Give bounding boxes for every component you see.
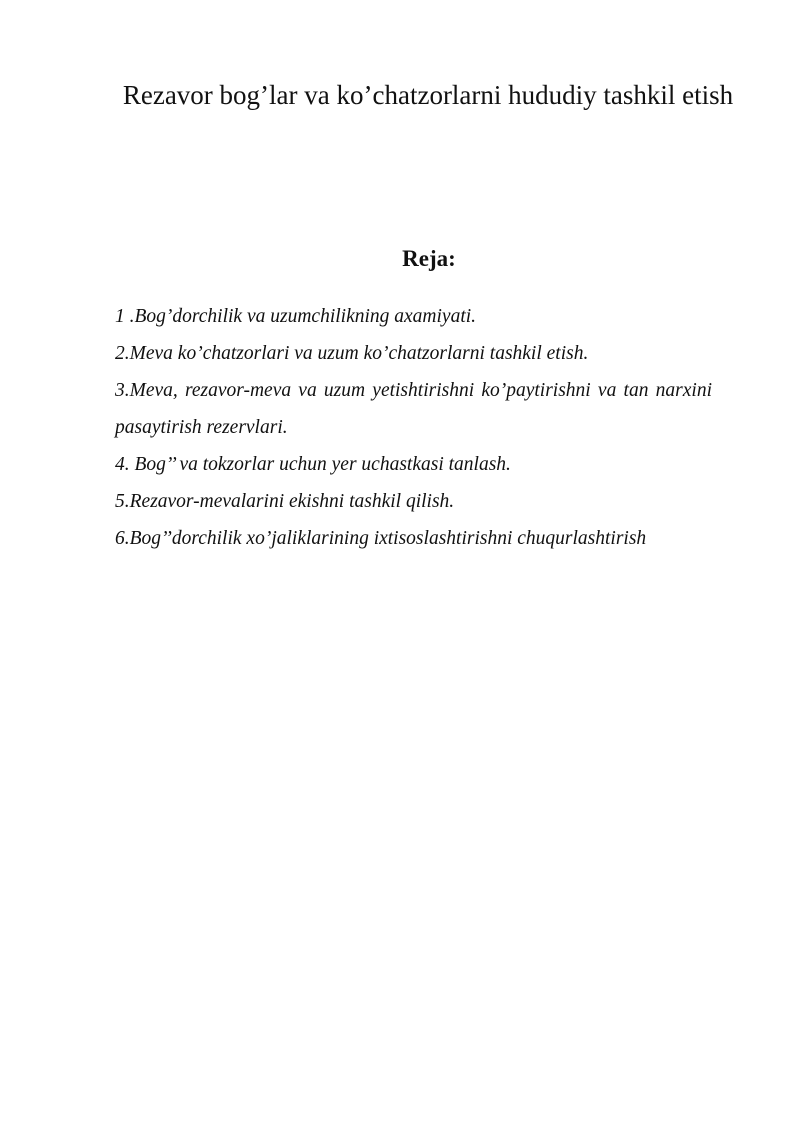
plan-heading: Reja: (402, 246, 456, 271)
plan-item-3: 3.Meva, rezavor-meva va uzum yetishtirishni ko’paytirishni va tan narxini pasaytirish rezervlari. (115, 380, 712, 438)
plan-item-4: 4. Bog’’ va tokzorlar uchun yer uchastkasi tanlash. (115, 454, 511, 475)
plan-item-5: 5.Rezavor-mevalarini ekishni tashkil qilish. (115, 491, 455, 512)
plan-item-2: 2.Meva ko’chatzorlari va uzum ko’chatzorlarni tashkil etish. (115, 343, 589, 364)
plan-item-1: 1 .Bog’dorchilik va uzumchilikning axamiyati. (115, 306, 477, 327)
plan-list (115, 298, 712, 557)
plan-item-6: 6.Bog’’dorchilik xo’jaliklarining ixtisoslashtirishni chuqurlashtirish (115, 528, 647, 549)
document-title: Rezavor bog’lar va ko’chatzorlarni hududiy tashkil etish (122, 80, 734, 110)
